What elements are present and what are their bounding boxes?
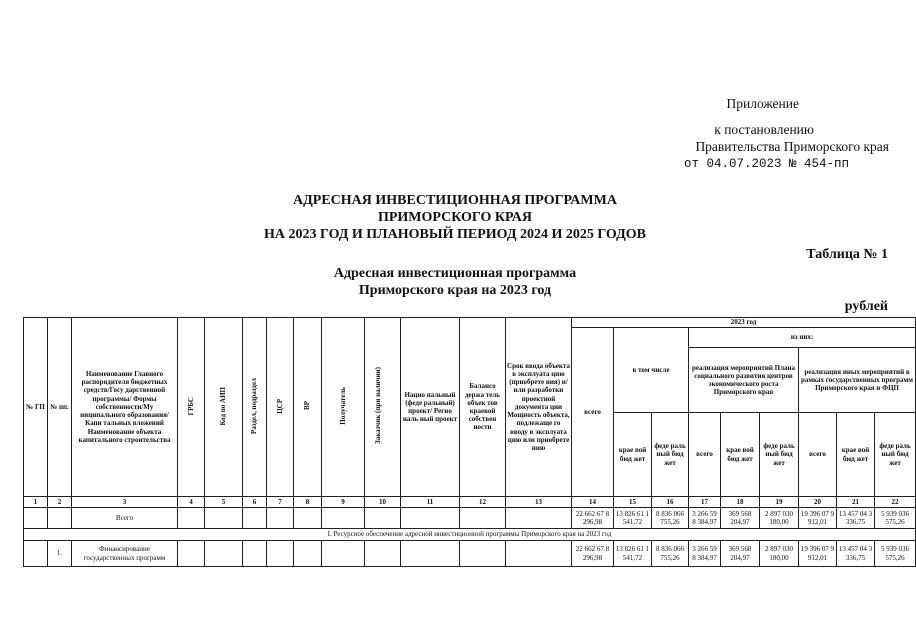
item-value: 22 662 67 8 296,98 bbox=[572, 541, 614, 567]
header-regional-budget: крае вой бюд жет bbox=[614, 413, 652, 497]
header-deadline: Срок ввода объекта в эксплуата цию (приобрете ния) и/или разработки проектной документа ции Мощность объекта, подлежаще го вводу в эксплуата цию или приобрете нию bbox=[506, 318, 572, 497]
document-title bbox=[150, 192, 760, 243]
appendix-line-4: от 04.07.2023 № 454-пп bbox=[683, 156, 849, 171]
header-customer-cell bbox=[365, 318, 401, 497]
col-num: 6 bbox=[243, 497, 267, 508]
header-plan-total: всего bbox=[689, 413, 721, 497]
item-value: 13 826 61 1 541,72 bbox=[614, 541, 652, 567]
header-other-regional: крае вой бюд жет bbox=[837, 413, 875, 497]
col-num: 2 bbox=[48, 497, 72, 508]
header-other: реализация иных мероприятий в рамках государственных программ Приморского края и ФЦП bbox=[799, 348, 916, 413]
col-num: 14 bbox=[572, 497, 614, 508]
col-num: 9 bbox=[322, 497, 365, 508]
col-num: 8 bbox=[294, 497, 322, 508]
header-aip-code-cell bbox=[205, 318, 243, 497]
col-num: 18 bbox=[721, 497, 760, 508]
header-year: 2023 год bbox=[572, 318, 916, 328]
col-num: 1 bbox=[24, 497, 48, 508]
total-value: 19 396 07 9 912,01 bbox=[799, 508, 837, 529]
total-value: 8 836 066 755,26 bbox=[652, 508, 689, 529]
header-csr-cell bbox=[267, 318, 294, 497]
col-num: 21 bbox=[837, 497, 875, 508]
header-grbs: ГРБС bbox=[186, 396, 195, 416]
header-other-total: всего bbox=[799, 413, 837, 497]
appendix-line-1: Приложение bbox=[726, 96, 799, 111]
header-customer: Заказчик (при наличии) bbox=[373, 367, 382, 445]
total-value: 2 897 030 180,00 bbox=[760, 508, 799, 529]
title-line-1: АДРЕСНАЯ ИНВЕСТИЦИОННАЯ ПРОГРАММА bbox=[293, 193, 617, 208]
header-total: всего bbox=[572, 328, 614, 497]
item-value: 13 457 04 3 336,75 bbox=[837, 541, 875, 567]
col-num: 5 bbox=[205, 497, 243, 508]
header-aip-code: Код по АИП bbox=[219, 386, 228, 426]
table-row-total bbox=[24, 508, 916, 529]
total-value: 13 826 61 1 541,72 bbox=[614, 508, 652, 529]
appendix-block bbox=[649, 95, 889, 173]
col-num: 22 bbox=[875, 497, 916, 508]
header-section: Раздел, подраздел bbox=[250, 377, 259, 434]
col-num: 11 bbox=[401, 497, 460, 508]
col-num: 19 bbox=[760, 497, 799, 508]
header-recipient: Получатель bbox=[338, 387, 347, 425]
col-num: 20 bbox=[799, 497, 837, 508]
header-gp-number: № ГП bbox=[24, 318, 48, 497]
col-num: 12 bbox=[460, 497, 506, 508]
header-plan-federal: феде раль ный бюд жет bbox=[760, 413, 799, 497]
row-total-label: Всего bbox=[72, 508, 178, 529]
col-num: 10 bbox=[365, 497, 401, 508]
total-value: 369 568 204,97 bbox=[721, 508, 760, 529]
header-recipient-cell bbox=[322, 318, 365, 497]
currency-unit: рублей bbox=[844, 299, 888, 314]
col-num: 16 bbox=[652, 497, 689, 508]
item-value: 5 939 036 575,26 bbox=[875, 541, 916, 567]
total-value: 5 939 036 575,26 bbox=[875, 508, 916, 529]
col-num: 7 bbox=[267, 497, 294, 508]
col-num: 15 bbox=[614, 497, 652, 508]
header-including: в том числе bbox=[614, 328, 689, 413]
item-value: 19 396 07 9 912,01 bbox=[799, 541, 837, 567]
column-number-row bbox=[24, 497, 916, 508]
header-balance-holder: Балансо держа тель объек тов краевой собствен ности bbox=[460, 318, 506, 497]
row-item-number: 1. bbox=[48, 541, 72, 567]
header-csr: ЦСР bbox=[275, 398, 284, 414]
col-num: 13 bbox=[506, 497, 572, 508]
table-subtitle bbox=[200, 265, 710, 299]
header-national-project: Нацио нальный (феде ральный) проект/ Регио наль ный проект bbox=[401, 318, 460, 497]
appendix-line-2: к постановлению bbox=[714, 121, 814, 137]
section-heading: I. Ресурсное обеспечение адресной инвестиционной программы Приморского края на 2023 год bbox=[24, 529, 916, 541]
header-federal-budget: феде раль ный бюд жет bbox=[652, 413, 689, 497]
table-row bbox=[24, 541, 916, 567]
table-row-section bbox=[24, 529, 916, 541]
item-value: 3 266 59 8 384,97 bbox=[689, 541, 721, 567]
row-item-label: Финансирование государственных программ bbox=[72, 541, 178, 567]
col-num: 17 bbox=[689, 497, 721, 508]
item-value: 2 897 030 180,00 bbox=[760, 541, 799, 567]
header-grbs-cell bbox=[178, 318, 205, 497]
header-vr-cell bbox=[294, 318, 322, 497]
appendix-line-3: Правительства Приморского края bbox=[695, 139, 889, 154]
total-value: 22 662 67 8 296,98 bbox=[572, 508, 614, 529]
item-value: 8 836 066 755,26 bbox=[652, 541, 689, 567]
header-name: Наименование Главного распорядителя бюджетных средств/Госу дарственной программы/ Формы собственности/Му ниципального образования/Капи тальных вложений Наименование объекта капитального строительства bbox=[72, 318, 178, 497]
header-plan-regional: крае вой бюд жет bbox=[721, 413, 760, 497]
header-vr: ВР bbox=[303, 401, 312, 411]
col-num: 4 bbox=[178, 497, 205, 508]
header-plan: реализация мероприятий Плана социального развития центров экономического роста Приморского края bbox=[689, 348, 799, 413]
title-line-3: НА 2023 ГОД И ПЛАНОВЫЙ ПЕРИОД 2024 И 2025 ГОДОВ bbox=[264, 227, 646, 242]
subtitle-line-1: Адресная инвестиционная программа bbox=[333, 266, 577, 281]
total-value: 13 457 04 3 336,75 bbox=[837, 508, 875, 529]
item-value: 369 568 204,97 bbox=[721, 541, 760, 567]
header-pp-number: № пп. bbox=[48, 318, 72, 497]
header-of-which: из них: bbox=[689, 328, 916, 348]
col-num: 3 bbox=[72, 497, 178, 508]
subtitle-line-2: Приморского края на 2023 год bbox=[358, 283, 552, 298]
title-line-2: ПРИМОРСКОГО КРАЯ bbox=[377, 210, 533, 225]
header-section-cell bbox=[243, 318, 267, 497]
total-value: 3 266 59 8 384,97 bbox=[689, 508, 721, 529]
investment-table bbox=[23, 317, 916, 567]
table-number: Таблица № 1 bbox=[806, 247, 888, 262]
header-other-federal: феде раль ный бюд жет bbox=[875, 413, 916, 497]
